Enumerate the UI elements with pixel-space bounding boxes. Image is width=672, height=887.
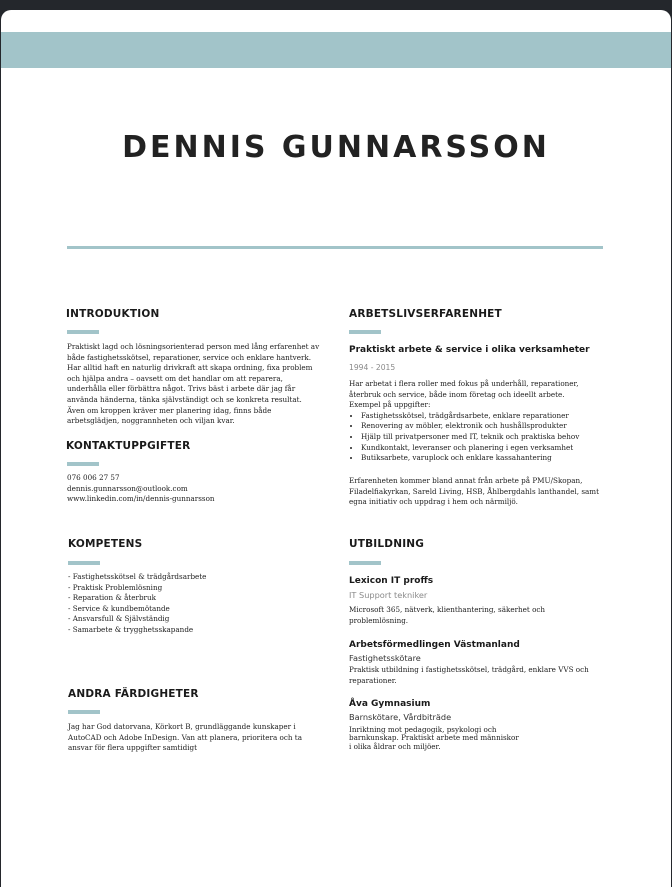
intro-line: Även om kroppen kräver mer planering idag, finns både — [67, 405, 272, 415]
experience-task: • Renovering av möbler, elektronik och hushållsprodukter — [361, 421, 611, 432]
phone-number[interactable]: 076 006 27 57 — [67, 473, 120, 482]
contact-heading: KONTAKTUPPGIFTER — [66, 440, 191, 452]
intro-underline — [67, 330, 99, 334]
competence-item: - Service & kundbemötande — [68, 603, 170, 613]
competence-item: - Ansvarsfull & Självständig — [68, 614, 170, 624]
education-line: barnkunskap. Praktiskt arbete med människor — [349, 733, 519, 743]
education-school: Åva Gymnasium — [349, 699, 431, 709]
contact-details — [67, 473, 329, 505]
experience-outro-line: Filadelfiakyrkan, Sareld Living, HSB, Åhlbergdahls lanthandel, samt — [349, 486, 599, 496]
competence-item: - Samarbete & trygghetsskapande — [68, 624, 194, 634]
education-line: i olika åldrar och miljöer. — [349, 741, 441, 751]
education-underline — [349, 561, 381, 565]
contact-underline — [67, 462, 99, 466]
education-line: Praktisk utbildning i fastighetsskötsel, trädgård, enklare VVS och — [349, 665, 589, 674]
competence-heading: KOMPETENS — [68, 538, 143, 550]
education-program: IT Support tekniker — [349, 590, 428, 600]
competence-item: - Fastighetsskötsel & trädgårdsarbete — [68, 572, 207, 581]
competence-underline — [68, 561, 100, 565]
experience-task: • Kundkontakt, leveranser och planering i egen verksamhet — [361, 443, 611, 454]
education-description — [349, 726, 611, 751]
intro-line: arbetsglädjen, noggrannheten och viljan kvar. — [67, 416, 235, 426]
experience-outro-line: egna initiativ och uppdrag i hem och närmiljö. — [349, 497, 518, 507]
other-skills-underline — [68, 710, 100, 714]
experience-outro — [349, 476, 611, 508]
education-line: reparationer. — [349, 675, 397, 685]
education-line: problemlösning. — [349, 615, 409, 625]
competence-item: - Praktisk Problemlösning — [68, 582, 163, 592]
experience-task: • Butiksarbete, varuplock och enklare kassahantering — [361, 453, 611, 464]
other-skills-text — [68, 722, 330, 754]
experience-intro-line: återbruk och service, både inom företag och ideellt arbete. — [349, 389, 565, 399]
experience-heading: ARBETSLIVSERFARENHET — [349, 308, 502, 320]
education-line: Inriktning mot pedagogik, psykologi och — [349, 725, 497, 734]
experience-outro-line: Erfarenheten kommer bland annat från arbete på PMU/Skopan, — [349, 476, 583, 485]
experience-description — [349, 379, 611, 464]
experience-intro-line: Exempel på uppgifter: — [349, 400, 431, 410]
intro-line: och hjälpa andra – oavsett om det handlar om att reparera, — [67, 373, 283, 383]
intro-text — [67, 342, 329, 427]
experience-task-list — [349, 411, 611, 464]
other-skills-line: AutoCAD och Adobe InDesign. Van att planera, prioritera och ta — [68, 732, 302, 742]
intro-line: Praktiskt lagd och lösningsorienterad person med lång erfarenhet av — [67, 342, 320, 351]
competence-item: - Reparation & återbruk — [68, 593, 156, 603]
competence-list — [68, 572, 330, 636]
other-skills-heading: ANDRA FÄRDIGHETER — [68, 688, 199, 700]
education-school: Lexicon IT proffs — [349, 576, 434, 586]
education-heading: UTBILDNING — [349, 538, 425, 550]
email-address[interactable]: dennis.gunnarsson@outlook.com — [67, 483, 188, 493]
education-description — [349, 665, 611, 686]
candidate-name: DENNIS GUNNARSSON — [122, 130, 550, 165]
education-school: Arbetsförmedlingen Västmanland — [349, 640, 520, 650]
education-program: Fastighetsskötare — [349, 653, 421, 663]
experience-title: Praktiskt arbete & service i olika verksamheter — [349, 345, 590, 355]
intro-line: använda händerna, tänka självständigt och se konkreta resultat. — [67, 394, 302, 404]
intro-line: Har alltid haft en naturlig drivkraft att skapa ordning, fixa problem — [67, 363, 313, 373]
linkedin-url[interactable]: www.linkedin.com/in/dennis-gunnarsson — [67, 494, 215, 504]
header-band — [1, 32, 671, 68]
other-skills-line: Jag har God datorvana, Körkort B, grundläggande kunskaper i — [68, 722, 296, 731]
experience-task: • Fastighetsskötsel, trädgårdsarbete, enklare reparationer — [361, 411, 611, 422]
education-description — [349, 605, 611, 626]
intro-heading: INTRODUKTION — [66, 308, 160, 320]
experience-intro-line: Har arbetat i flera roller med fokus på underhåll, reparationer, — [349, 379, 579, 388]
education-line: Microsoft 365, nätverk, klienthantering, säkerhet och — [349, 605, 546, 614]
intro-line: både fastighetsskötsel, reparationer, service och enklare hantverk. — [67, 352, 312, 362]
education-program: Barnskötare, Vårdbiträde — [349, 712, 452, 722]
experience-task: • Hjälp till privatpersoner med IT, teknik och praktiska behov — [361, 432, 611, 443]
experience-underline — [349, 330, 381, 334]
other-skills-line: ansvar för flera uppgifter samtidigt — [68, 743, 198, 753]
experience-years: 1994 - 2015 — [349, 363, 396, 372]
header-divider — [67, 246, 603, 249]
intro-line: underhålla eller förbättra något. Trivs bäst i arbete där jag får — [67, 384, 296, 394]
resume-page — [1, 10, 671, 887]
